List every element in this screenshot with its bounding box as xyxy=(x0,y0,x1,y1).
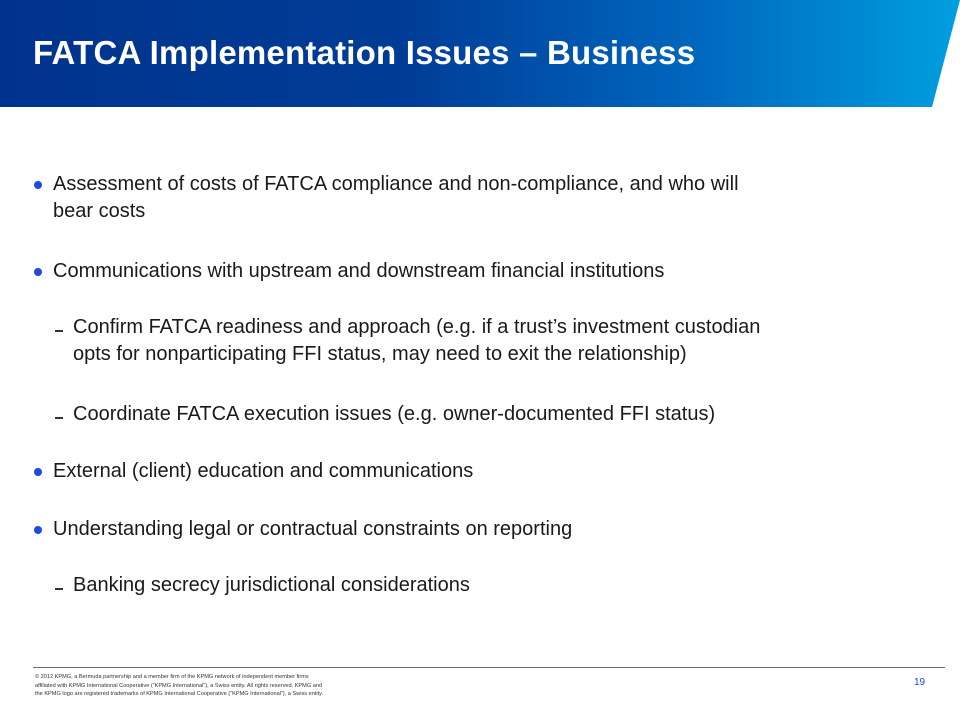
bullet-item xyxy=(53,171,739,225)
bullet-icon xyxy=(34,181,42,189)
page-title: FATCA Implementation Issues – Business xyxy=(33,34,696,71)
sub-bullet-dash-icon xyxy=(55,588,63,590)
bullet-icon xyxy=(34,526,42,534)
bullet-item xyxy=(53,516,572,543)
copyright-notice xyxy=(35,673,395,699)
footer-divider xyxy=(33,667,945,668)
bullet-text-line: Communications with upstream and downstream financial institutions xyxy=(53,260,665,282)
bullet-icon xyxy=(34,468,42,476)
sub-bullet-item xyxy=(73,314,760,368)
sub-bullet-item xyxy=(73,401,715,428)
page-number: 19 xyxy=(914,677,926,688)
bullet-item xyxy=(53,458,473,485)
bullet-text-line: Coordinate FATCA execution issues (e.g. owner-documented FFI status) xyxy=(73,403,716,425)
bullet-text-line: opts for nonparticipating FFI status, may need to exit the relationship) xyxy=(73,343,687,365)
copyright-line: the KPMG logo are registered trademarks of KPMG International Cooperative (“KPMG International”), a Swiss entity. xyxy=(35,691,324,698)
bullet-text-line: bear costs xyxy=(53,200,146,222)
bullet-icon xyxy=(34,268,42,276)
bullet-text-line: Assessment of costs of FATCA compliance and non-compliance, and who will xyxy=(53,173,739,195)
bullet-text-line: Banking secrecy jurisdictional considerations xyxy=(73,574,470,596)
sub-bullet-item xyxy=(73,572,470,599)
copyright-line: © 2012 KPMG, a Bermuda partnership and a member firm of the KPMG network of independent member firms xyxy=(35,674,309,680)
copyright-line: affiliated with KPMG International Cooperative (“KPMG International”), a Swiss entity. All rights reserved. KPMG and xyxy=(35,682,323,689)
bullet-text-line: External (client) education and communications xyxy=(53,460,474,482)
bullet-text-line: Understanding legal or contractual constraints on reporting xyxy=(53,518,573,540)
sub-bullet-dash-icon xyxy=(55,417,63,419)
bullet-text-line: Confirm FATCA readiness and approach (e.g. if a trust’s investment custodian xyxy=(73,316,761,338)
bullet-item xyxy=(53,258,664,285)
sub-bullet-dash-icon xyxy=(55,330,63,332)
title-banner xyxy=(0,0,960,107)
